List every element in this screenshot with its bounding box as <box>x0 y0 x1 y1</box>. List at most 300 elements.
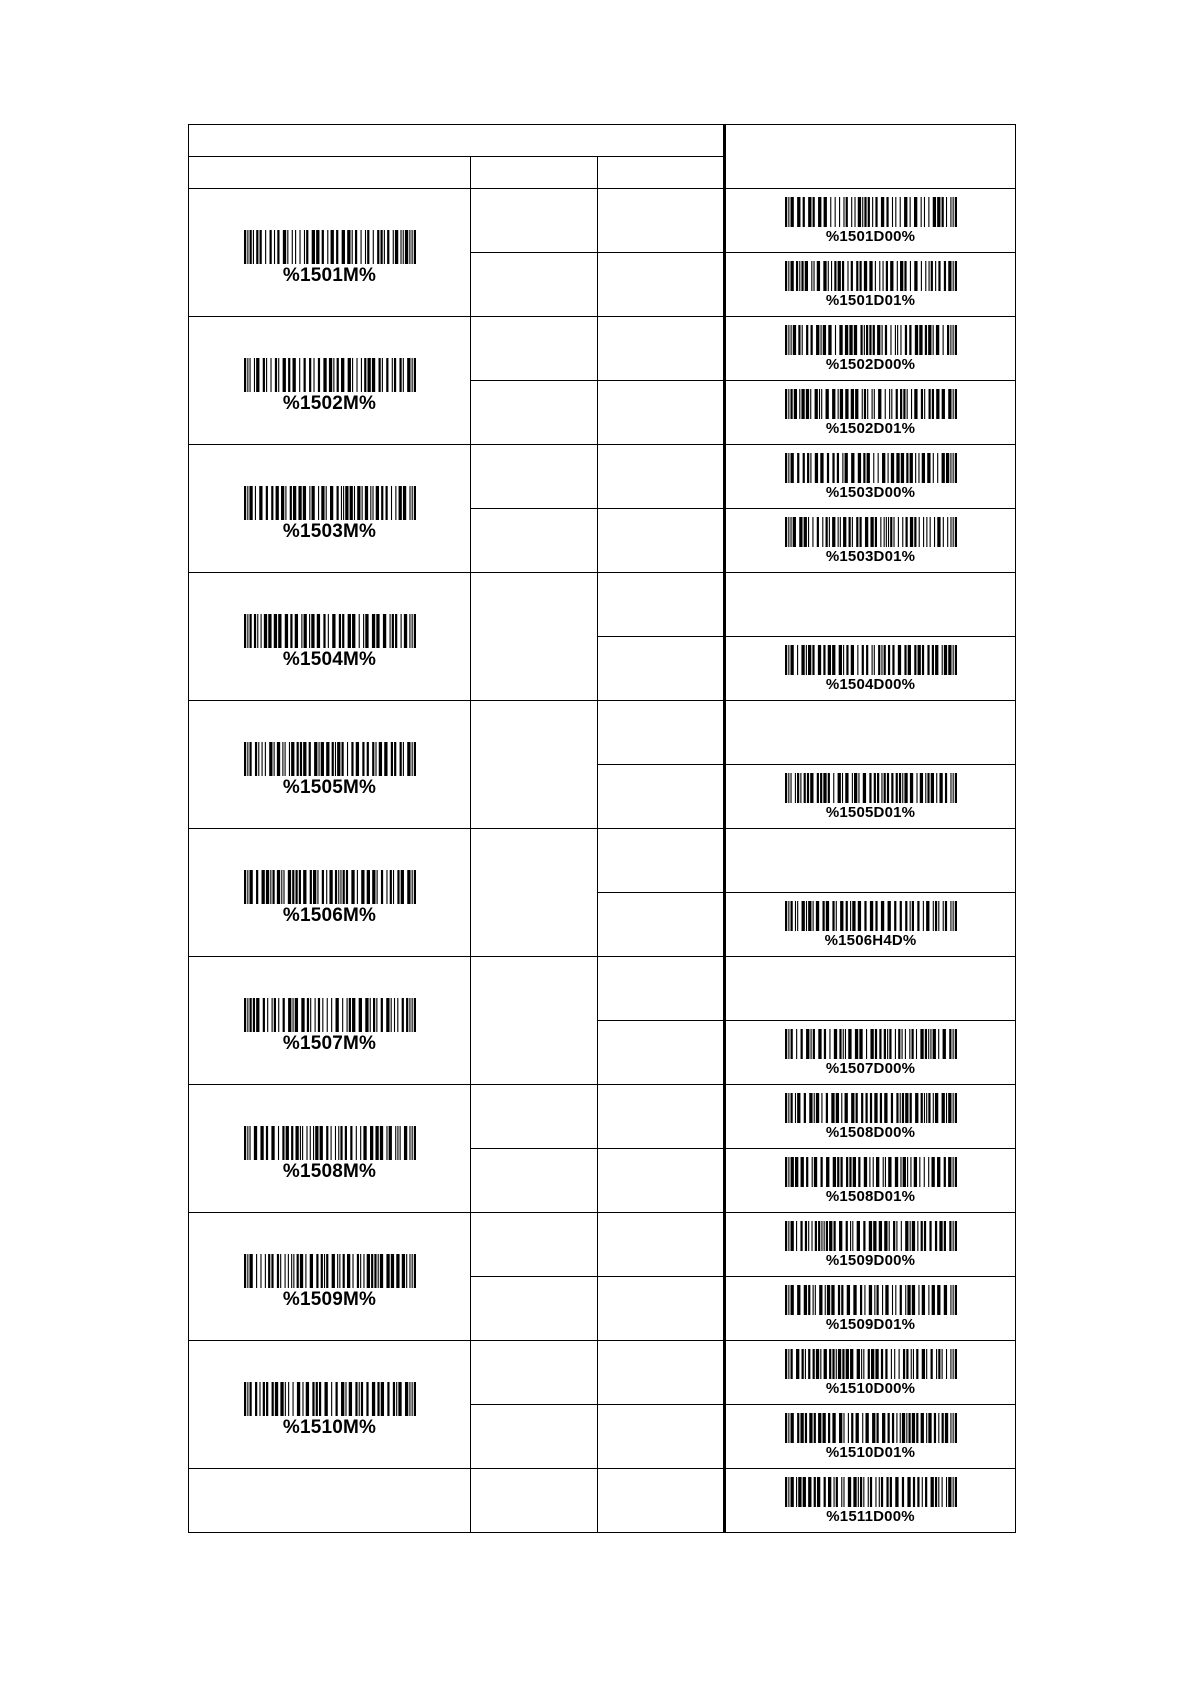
barcode-bar <box>867 1349 869 1379</box>
barcode-bar <box>831 1285 834 1315</box>
barcode-bar <box>411 998 412 1032</box>
barcode-bars <box>244 1126 416 1160</box>
barcode-bar <box>803 773 805 803</box>
barcode-bar <box>943 645 946 675</box>
barcode-label: %1503D00% <box>825 484 916 501</box>
barcode-bar <box>275 486 278 520</box>
blank-cell-c <box>598 957 725 1021</box>
barcode-bar <box>926 1349 927 1379</box>
barcode-bar <box>952 453 953 483</box>
barcode-bar <box>252 230 253 264</box>
barcode-bar <box>914 517 916 547</box>
barcode-bar <box>867 389 868 419</box>
barcode-bar <box>340 1126 342 1160</box>
barcode-bar <box>846 1285 849 1315</box>
barcode-bar <box>928 197 929 227</box>
option-cell <box>725 1021 1016 1085</box>
barcode-label: %1503M% <box>282 521 377 542</box>
barcode-bar <box>931 1157 934 1187</box>
barcode-bar <box>411 486 412 520</box>
barcode-bar <box>324 1382 327 1416</box>
barcode-bar <box>837 389 838 419</box>
main-barcode-cell <box>189 445 471 573</box>
barcode-bar <box>863 1157 866 1187</box>
barcode-main <box>244 1254 416 1309</box>
barcode-bar <box>244 742 246 776</box>
barcode-bar <box>888 1221 889 1251</box>
barcode-bar <box>273 742 274 776</box>
barcode-bar <box>915 453 916 483</box>
barcode-bar <box>407 742 410 776</box>
barcode-bar <box>920 1413 923 1443</box>
barcode-bar <box>244 358 246 392</box>
barcode-bar <box>411 870 412 904</box>
barcode-bar <box>837 261 840 291</box>
barcode-bar <box>923 1093 924 1123</box>
barcode-bar <box>834 197 835 227</box>
barcode-bar <box>377 230 379 264</box>
barcode-bar <box>950 1349 951 1379</box>
barcode-bar <box>919 773 922 803</box>
barcode-bar <box>833 1029 836 1059</box>
barcode-bar <box>413 614 415 648</box>
barcode-bar <box>909 1093 911 1123</box>
barcode-bar <box>785 389 787 419</box>
barcode-main <box>244 1126 416 1181</box>
barcode-bar <box>857 1477 858 1507</box>
barcode-bar <box>790 1349 792 1379</box>
barcode-bar <box>413 1126 415 1160</box>
barcode-bar <box>247 998 248 1032</box>
barcode-bar <box>919 1157 920 1187</box>
blank-cell-c <box>598 573 725 637</box>
barcode-bar <box>832 453 834 483</box>
barcode-bar <box>341 1382 344 1416</box>
barcode-bar <box>825 1093 827 1123</box>
barcode-bar <box>812 1029 814 1059</box>
barcode-bar <box>872 1157 873 1187</box>
barcode-bar <box>282 742 283 776</box>
barcode-bar <box>274 358 276 392</box>
barcode-bar <box>361 486 362 520</box>
barcode-bar <box>347 614 350 648</box>
barcode-bar <box>885 517 886 547</box>
barcode-bar <box>864 901 866 931</box>
barcode-bar <box>382 614 385 648</box>
barcode-bar <box>785 1285 787 1315</box>
barcode-bar <box>367 358 370 392</box>
blank-cell-c <box>598 893 725 957</box>
barcode-bar <box>247 230 248 264</box>
barcode-bar <box>392 870 393 904</box>
barcode-bar <box>954 453 956 483</box>
barcode-bar <box>882 1157 883 1187</box>
barcode-bar <box>801 645 804 675</box>
barcode-bar <box>835 901 836 931</box>
barcode-bar <box>825 517 827 547</box>
barcode-bar <box>785 1029 787 1059</box>
barcode-bar <box>284 1382 285 1416</box>
barcode-bar <box>901 1093 903 1123</box>
barcode-bar <box>924 389 925 419</box>
barcode-bar <box>411 1382 412 1416</box>
barcode-bar <box>352 358 353 392</box>
barcode-bar <box>326 1254 328 1288</box>
group-row <box>189 189 1016 253</box>
barcode-bar <box>884 1221 887 1251</box>
barcode-bar <box>891 1285 892 1315</box>
barcode-bar <box>907 1477 910 1507</box>
barcode-bar <box>800 1029 802 1059</box>
barcode-bar <box>310 998 311 1032</box>
barcode-bar <box>841 1093 842 1123</box>
barcode-bar <box>883 773 885 803</box>
barcode-bar <box>908 1413 910 1443</box>
barcode-main <box>244 998 416 1053</box>
barcode-bar <box>887 1413 889 1443</box>
barcode-bar <box>948 645 951 675</box>
barcode-bar <box>277 1126 278 1160</box>
barcode-bar <box>797 773 799 803</box>
barcode-bar <box>350 1126 352 1160</box>
barcode-bar <box>863 325 864 355</box>
barcode-bar <box>321 870 323 904</box>
barcode-bar <box>905 1093 908 1123</box>
barcode-bar <box>823 1029 825 1059</box>
barcode-bar <box>399 742 401 776</box>
barcode-bar <box>294 998 297 1032</box>
barcode-bar <box>292 486 295 520</box>
barcode-bar <box>323 1254 324 1288</box>
barcode-bar <box>254 486 255 520</box>
barcode-bar <box>841 1285 843 1315</box>
barcode-bar <box>278 614 281 648</box>
barcode-option <box>785 197 957 244</box>
barcode-bar <box>860 325 862 355</box>
barcode-bar <box>921 1285 924 1315</box>
barcode-bar <box>409 230 410 264</box>
barcode-bar <box>861 389 862 419</box>
barcode-bar <box>888 517 889 547</box>
barcode-bar <box>943 1285 946 1315</box>
group-row <box>189 445 1016 509</box>
barcode-bar <box>249 1126 250 1160</box>
option-cell <box>725 317 1016 381</box>
barcode-bar <box>383 230 384 264</box>
barcode-bar <box>831 1093 834 1123</box>
barcode-bar <box>918 517 919 547</box>
barcode-bar <box>917 1221 918 1251</box>
barcode-bar <box>820 1157 822 1187</box>
barcode-bars <box>785 1093 957 1123</box>
barcode-bar <box>871 1349 874 1379</box>
blank-cell-c <box>598 829 725 893</box>
barcode-bar <box>797 1093 800 1123</box>
barcode-bar <box>918 453 919 483</box>
barcode-bar <box>923 197 924 227</box>
barcode-bar <box>825 389 828 419</box>
barcode-bar <box>302 1126 303 1160</box>
barcode-bar <box>347 358 350 392</box>
barcode-bar <box>372 230 373 264</box>
barcode-bar <box>785 517 787 547</box>
barcode-bar <box>413 1254 415 1288</box>
barcode-bar <box>281 486 284 520</box>
barcode-bar <box>387 1382 389 1416</box>
blank-cell-b <box>471 957 598 1085</box>
barcode-label: %1507D00% <box>825 1060 916 1077</box>
barcode-bar <box>293 1254 294 1288</box>
barcode-bar <box>323 358 326 392</box>
barcode-label: %1509D01% <box>825 1316 916 1333</box>
barcode-bar <box>857 645 858 675</box>
barcode-bar <box>947 517 948 547</box>
barcode-bar <box>929 517 930 547</box>
barcode-bar <box>952 645 953 675</box>
barcode-bar <box>249 1254 252 1288</box>
barcode-bar <box>840 1157 842 1187</box>
barcode-bar <box>807 453 809 483</box>
barcode-bar <box>881 325 882 355</box>
barcode-bar <box>897 325 898 355</box>
barcode-bar <box>843 1413 844 1443</box>
barcode-bar <box>846 1157 848 1187</box>
barcode-bar <box>803 517 806 547</box>
barcode-bar <box>271 1254 273 1288</box>
barcode-bar <box>880 901 883 931</box>
barcode-bar <box>893 1221 895 1251</box>
barcode-bar <box>926 1413 927 1443</box>
barcode-bar <box>811 1221 812 1251</box>
barcode-bar <box>264 1254 265 1288</box>
barcode-bar <box>926 1093 927 1123</box>
barcode-bar <box>923 517 924 547</box>
barcode-bar <box>282 358 285 392</box>
barcode-bar <box>247 1126 248 1160</box>
barcode-bar <box>882 453 885 483</box>
barcode-bar <box>804 261 807 291</box>
barcode-bar <box>877 325 880 355</box>
barcode-bar <box>823 197 826 227</box>
barcode-bar <box>249 998 251 1032</box>
barcode-bar <box>868 1221 871 1251</box>
barcode-bar <box>815 1349 818 1379</box>
barcode-bar <box>337 1254 338 1288</box>
barcode-bar <box>345 486 348 520</box>
barcode-bar <box>276 1254 278 1288</box>
barcode-bar <box>882 1285 883 1315</box>
barcode-bar <box>839 197 840 227</box>
barcode-bar <box>252 998 254 1032</box>
barcode-bar <box>864 1285 865 1315</box>
barcode-bar <box>950 453 951 483</box>
barcode-bar <box>888 645 890 675</box>
blank-cell-b <box>471 1469 598 1533</box>
barcode-bar <box>381 486 383 520</box>
barcode-bar <box>854 773 857 803</box>
barcode-main <box>244 358 416 413</box>
barcode-bar <box>802 1477 805 1507</box>
barcode-bar <box>903 389 905 419</box>
barcode-bar <box>403 614 406 648</box>
main-barcode-cell <box>189 957 471 1085</box>
barcode-bar <box>792 325 795 355</box>
barcode-bar <box>920 389 922 419</box>
barcode-bar <box>311 486 314 520</box>
barcode-bar <box>934 1093 937 1123</box>
barcode-bar <box>372 486 373 520</box>
barcode-bar <box>862 1413 863 1443</box>
barcode-bar <box>921 645 923 675</box>
barcode-bar <box>904 325 906 355</box>
barcode-bar <box>952 389 953 419</box>
barcode-bar <box>954 197 956 227</box>
barcode-bar <box>917 1477 919 1507</box>
barcode-bar <box>811 261 812 291</box>
barcode-bar <box>303 230 304 264</box>
barcode-bar <box>413 742 415 776</box>
barcode-bar <box>889 389 890 419</box>
barcode-bar <box>904 261 906 291</box>
barcode-bar <box>295 870 297 904</box>
barcode-bar <box>326 742 329 776</box>
barcode-bar <box>870 1029 873 1059</box>
barcode-bar <box>950 773 951 803</box>
barcode-bar <box>392 230 393 264</box>
barcode-bar <box>407 358 410 392</box>
barcode-bar <box>828 325 831 355</box>
barcode-bar <box>823 1349 826 1379</box>
barcode-bar <box>825 1221 827 1251</box>
barcode-bar <box>880 517 881 547</box>
barcode-bar <box>873 645 874 675</box>
barcode-bar <box>879 1093 881 1123</box>
barcode-bar <box>909 197 910 227</box>
barcode-bar <box>954 1413 956 1443</box>
barcode-bar <box>948 1477 951 1507</box>
barcode-bar <box>411 1254 412 1288</box>
barcode-bar <box>954 1157 956 1187</box>
barcode-bar <box>911 389 912 419</box>
barcode-bars <box>244 486 416 520</box>
barcode-bar <box>833 1221 835 1251</box>
barcode-bar <box>869 325 871 355</box>
barcode-bar <box>882 1413 885 1443</box>
barcode-bar <box>863 389 865 419</box>
barcode-bar <box>376 998 377 1032</box>
barcode-bar <box>852 901 855 931</box>
barcode-bar <box>325 486 326 520</box>
barcode-bar <box>321 486 324 520</box>
barcode-bar <box>896 1221 897 1251</box>
barcode-bar <box>933 1413 935 1443</box>
barcode-bar <box>355 1382 357 1416</box>
barcode-bar <box>837 517 838 547</box>
last-row <box>189 1469 1016 1533</box>
barcode-bar <box>847 1477 850 1507</box>
barcode-bar <box>850 1221 851 1251</box>
barcode-bar <box>309 358 311 392</box>
barcode-bar <box>299 230 300 264</box>
barcode-bar <box>853 1285 856 1315</box>
barcode-bar <box>812 901 813 931</box>
barcode-bar <box>852 1157 855 1187</box>
barcode-bar <box>303 742 306 776</box>
blank-cell-b <box>471 701 598 829</box>
barcode-bar <box>406 998 408 1032</box>
barcode-bar <box>389 870 391 904</box>
barcode-bar <box>788 1093 789 1123</box>
barcode-bar <box>400 870 403 904</box>
barcode-bar <box>839 517 840 547</box>
barcode-bar <box>867 197 869 227</box>
barcode-bar <box>851 453 854 483</box>
barcode-bar <box>262 358 264 392</box>
barcode-bar <box>938 261 940 291</box>
barcode-bar <box>249 870 252 904</box>
barcode-bar <box>826 453 828 483</box>
barcode-bar <box>801 261 803 291</box>
barcode-bar <box>813 1157 816 1187</box>
barcode-bar <box>893 517 894 547</box>
group-row <box>189 317 1016 381</box>
barcode-bar <box>346 1254 349 1288</box>
barcode-bar <box>366 1254 369 1288</box>
barcode-bar <box>314 998 315 1032</box>
barcode-bar <box>360 230 361 264</box>
barcode-bar <box>858 773 859 803</box>
barcode-bar <box>287 1254 288 1288</box>
barcode-bar <box>788 197 789 227</box>
barcode-bar <box>949 1029 951 1059</box>
barcode-bar <box>853 1477 856 1507</box>
barcode-bar <box>920 1093 922 1123</box>
barcode-bar <box>905 1221 908 1251</box>
barcode-bar <box>859 517 861 547</box>
barcode-bar <box>842 773 843 803</box>
barcode-bar <box>925 261 926 291</box>
group-row <box>189 1085 1016 1149</box>
barcode-bar <box>788 1413 789 1443</box>
option-cell <box>725 1149 1016 1213</box>
barcode-bar <box>934 1477 936 1507</box>
barcode-bar <box>257 614 258 648</box>
barcode-bar <box>954 389 956 419</box>
barcode-bar <box>260 1126 263 1160</box>
barcode-bar <box>952 1349 953 1379</box>
barcode-bar <box>948 389 951 419</box>
barcode-bar <box>265 870 268 904</box>
barcode-bar <box>338 1126 339 1160</box>
barcode-bar <box>845 1349 848 1379</box>
barcode-bar <box>395 614 397 648</box>
barcode-bar <box>931 389 933 419</box>
barcode-bar <box>816 773 818 803</box>
barcode-bar <box>409 998 410 1032</box>
barcode-bar <box>413 486 415 520</box>
barcode-bar <box>785 453 787 483</box>
barcode-bar <box>934 517 935 547</box>
barcode-bar <box>312 1382 314 1416</box>
barcode-bar <box>841 1477 842 1507</box>
barcode-bar <box>806 1029 809 1059</box>
barcode-bar <box>309 1126 310 1160</box>
header-cell-c <box>598 157 725 189</box>
barcode-bar <box>287 870 290 904</box>
barcode-option <box>785 1157 957 1204</box>
barcode-bar <box>299 742 301 776</box>
barcode-bar <box>914 261 917 291</box>
